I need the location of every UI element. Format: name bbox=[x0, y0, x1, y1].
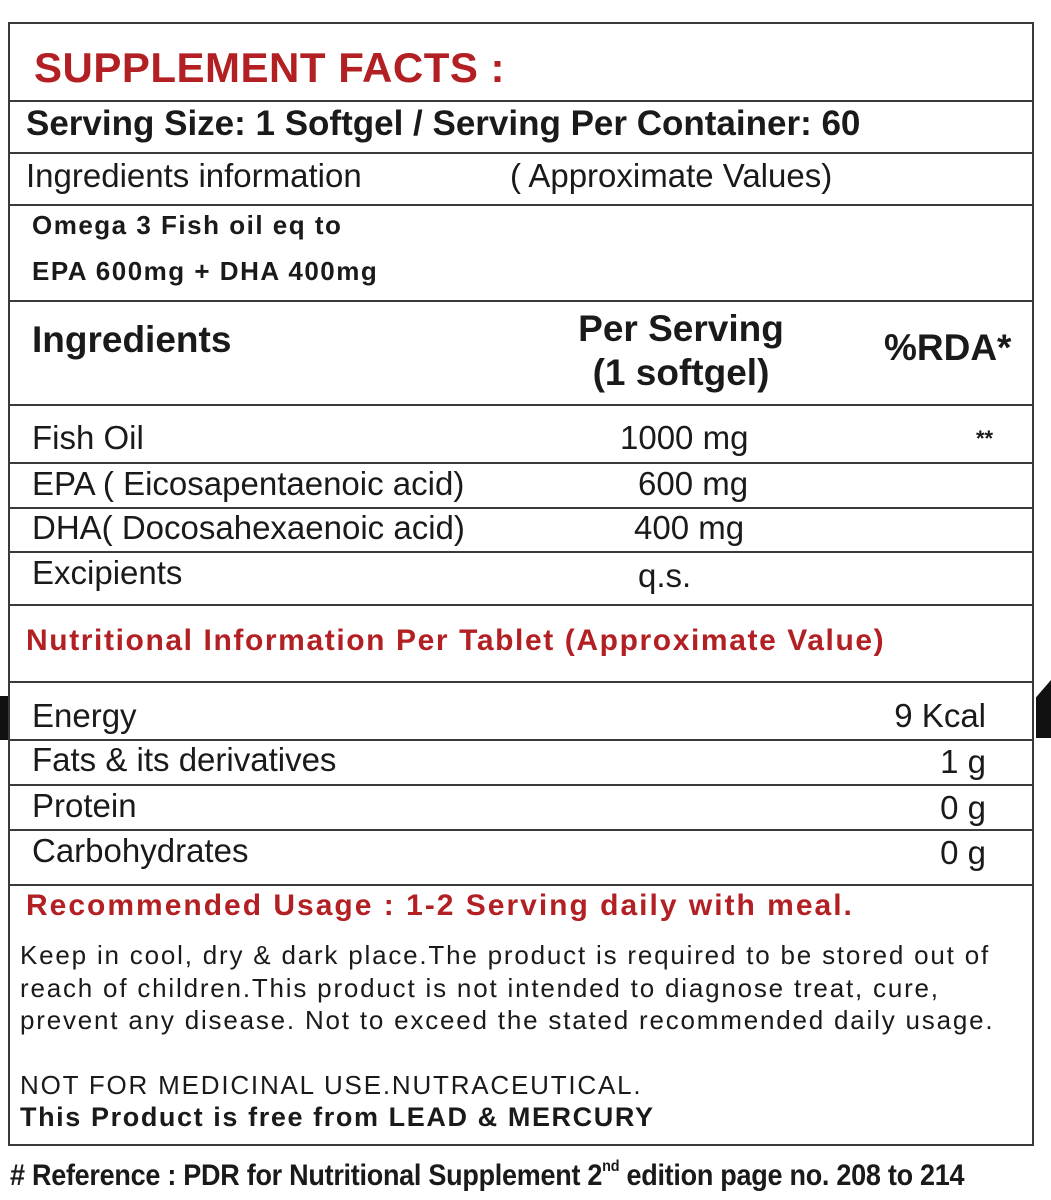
row-divider bbox=[10, 829, 1032, 831]
nutrient-value: 0 g bbox=[940, 834, 986, 871]
nutrient-name: Fats & its derivatives bbox=[32, 741, 337, 778]
ingredient-amount: 400 mg bbox=[634, 509, 745, 546]
lead-mercury-free-notice: This Product is free from LEAD & MERCURY bbox=[20, 1102, 655, 1132]
not-medicinal-notice: NOT FOR MEDICINAL USE.NUTRACEUTICAL. bbox=[20, 1070, 643, 1100]
divider bbox=[10, 152, 1032, 154]
omega-line-1: Omega 3 Fish oil eq to bbox=[32, 210, 343, 240]
edge-tab-left bbox=[0, 696, 8, 740]
omega-line-2: EPA 600mg + DHA 400mg bbox=[32, 256, 379, 286]
column-header-ingredients: Ingredients bbox=[32, 319, 232, 360]
reference-superscript: nd bbox=[602, 1158, 620, 1175]
divider bbox=[10, 100, 1032, 102]
reference-prefix: # Reference : PDR for Nutritional Supplement 2 bbox=[10, 1159, 603, 1192]
reference-footnote bbox=[10, 1158, 964, 1193]
nutrient-name: Carbohydrates bbox=[32, 832, 249, 869]
column-header-per-serving: Per Serving (1 softgel) bbox=[578, 308, 784, 393]
divider bbox=[10, 681, 1032, 683]
ingredient-amount: 600 mg bbox=[638, 465, 749, 502]
ingredient-amount: 1000 mg bbox=[620, 419, 749, 456]
row-divider bbox=[10, 784, 1032, 786]
column-header-rda: %RDA* bbox=[884, 327, 1012, 368]
divider bbox=[10, 300, 1032, 302]
reference-suffix: edition page no. 208 to 214 bbox=[619, 1159, 965, 1192]
panel-title: SUPPLEMENT FACTS : bbox=[34, 44, 506, 91]
ingredient-name: Fish Oil bbox=[32, 419, 144, 456]
row-divider bbox=[10, 551, 1032, 553]
divider bbox=[10, 604, 1032, 606]
row-divider bbox=[10, 462, 1032, 464]
supplement-facts-panel bbox=[8, 22, 1034, 1146]
nutrient-name: Protein bbox=[32, 787, 137, 824]
ingredient-amount: q.s. bbox=[638, 557, 692, 594]
divider bbox=[10, 204, 1032, 206]
nutrient-value: 0 g bbox=[940, 789, 986, 826]
nutrition-section-title: Nutritional Information Per Tablet (Approximate Value) bbox=[26, 624, 886, 657]
nutrient-value: 9 Kcal bbox=[894, 697, 986, 734]
divider bbox=[10, 404, 1032, 406]
ingredient-name: DHA( Docosahexaenoic acid) bbox=[32, 509, 465, 546]
nutrient-value: 1 g bbox=[940, 743, 986, 780]
serving-size-line: Serving Size: 1 Softgel / Serving Per Container: 60 bbox=[26, 104, 861, 143]
recommended-usage: Recommended Usage : 1-2 Serving daily with meal. bbox=[26, 889, 854, 922]
ingredient-name: EPA ( Eicosapentaenoic acid) bbox=[32, 465, 465, 502]
edge-tab-right bbox=[1036, 680, 1051, 738]
divider bbox=[10, 884, 1032, 886]
ingredients-info-label: Ingredients information bbox=[26, 157, 362, 194]
approximate-values-label: ( Approximate Values) bbox=[510, 157, 833, 194]
storage-warning-text: Keep in cool, dry & dark place.The product is required to be stored out of reach of children.This product is not intended to diagnose treat, cure, prevent any disease. Not to exceed the stated recommended daily usage. bbox=[20, 940, 995, 1035]
ingredient-rda: ** bbox=[976, 426, 994, 451]
nutrient-name: Energy bbox=[32, 697, 137, 734]
ingredient-name: Excipients bbox=[32, 554, 183, 591]
